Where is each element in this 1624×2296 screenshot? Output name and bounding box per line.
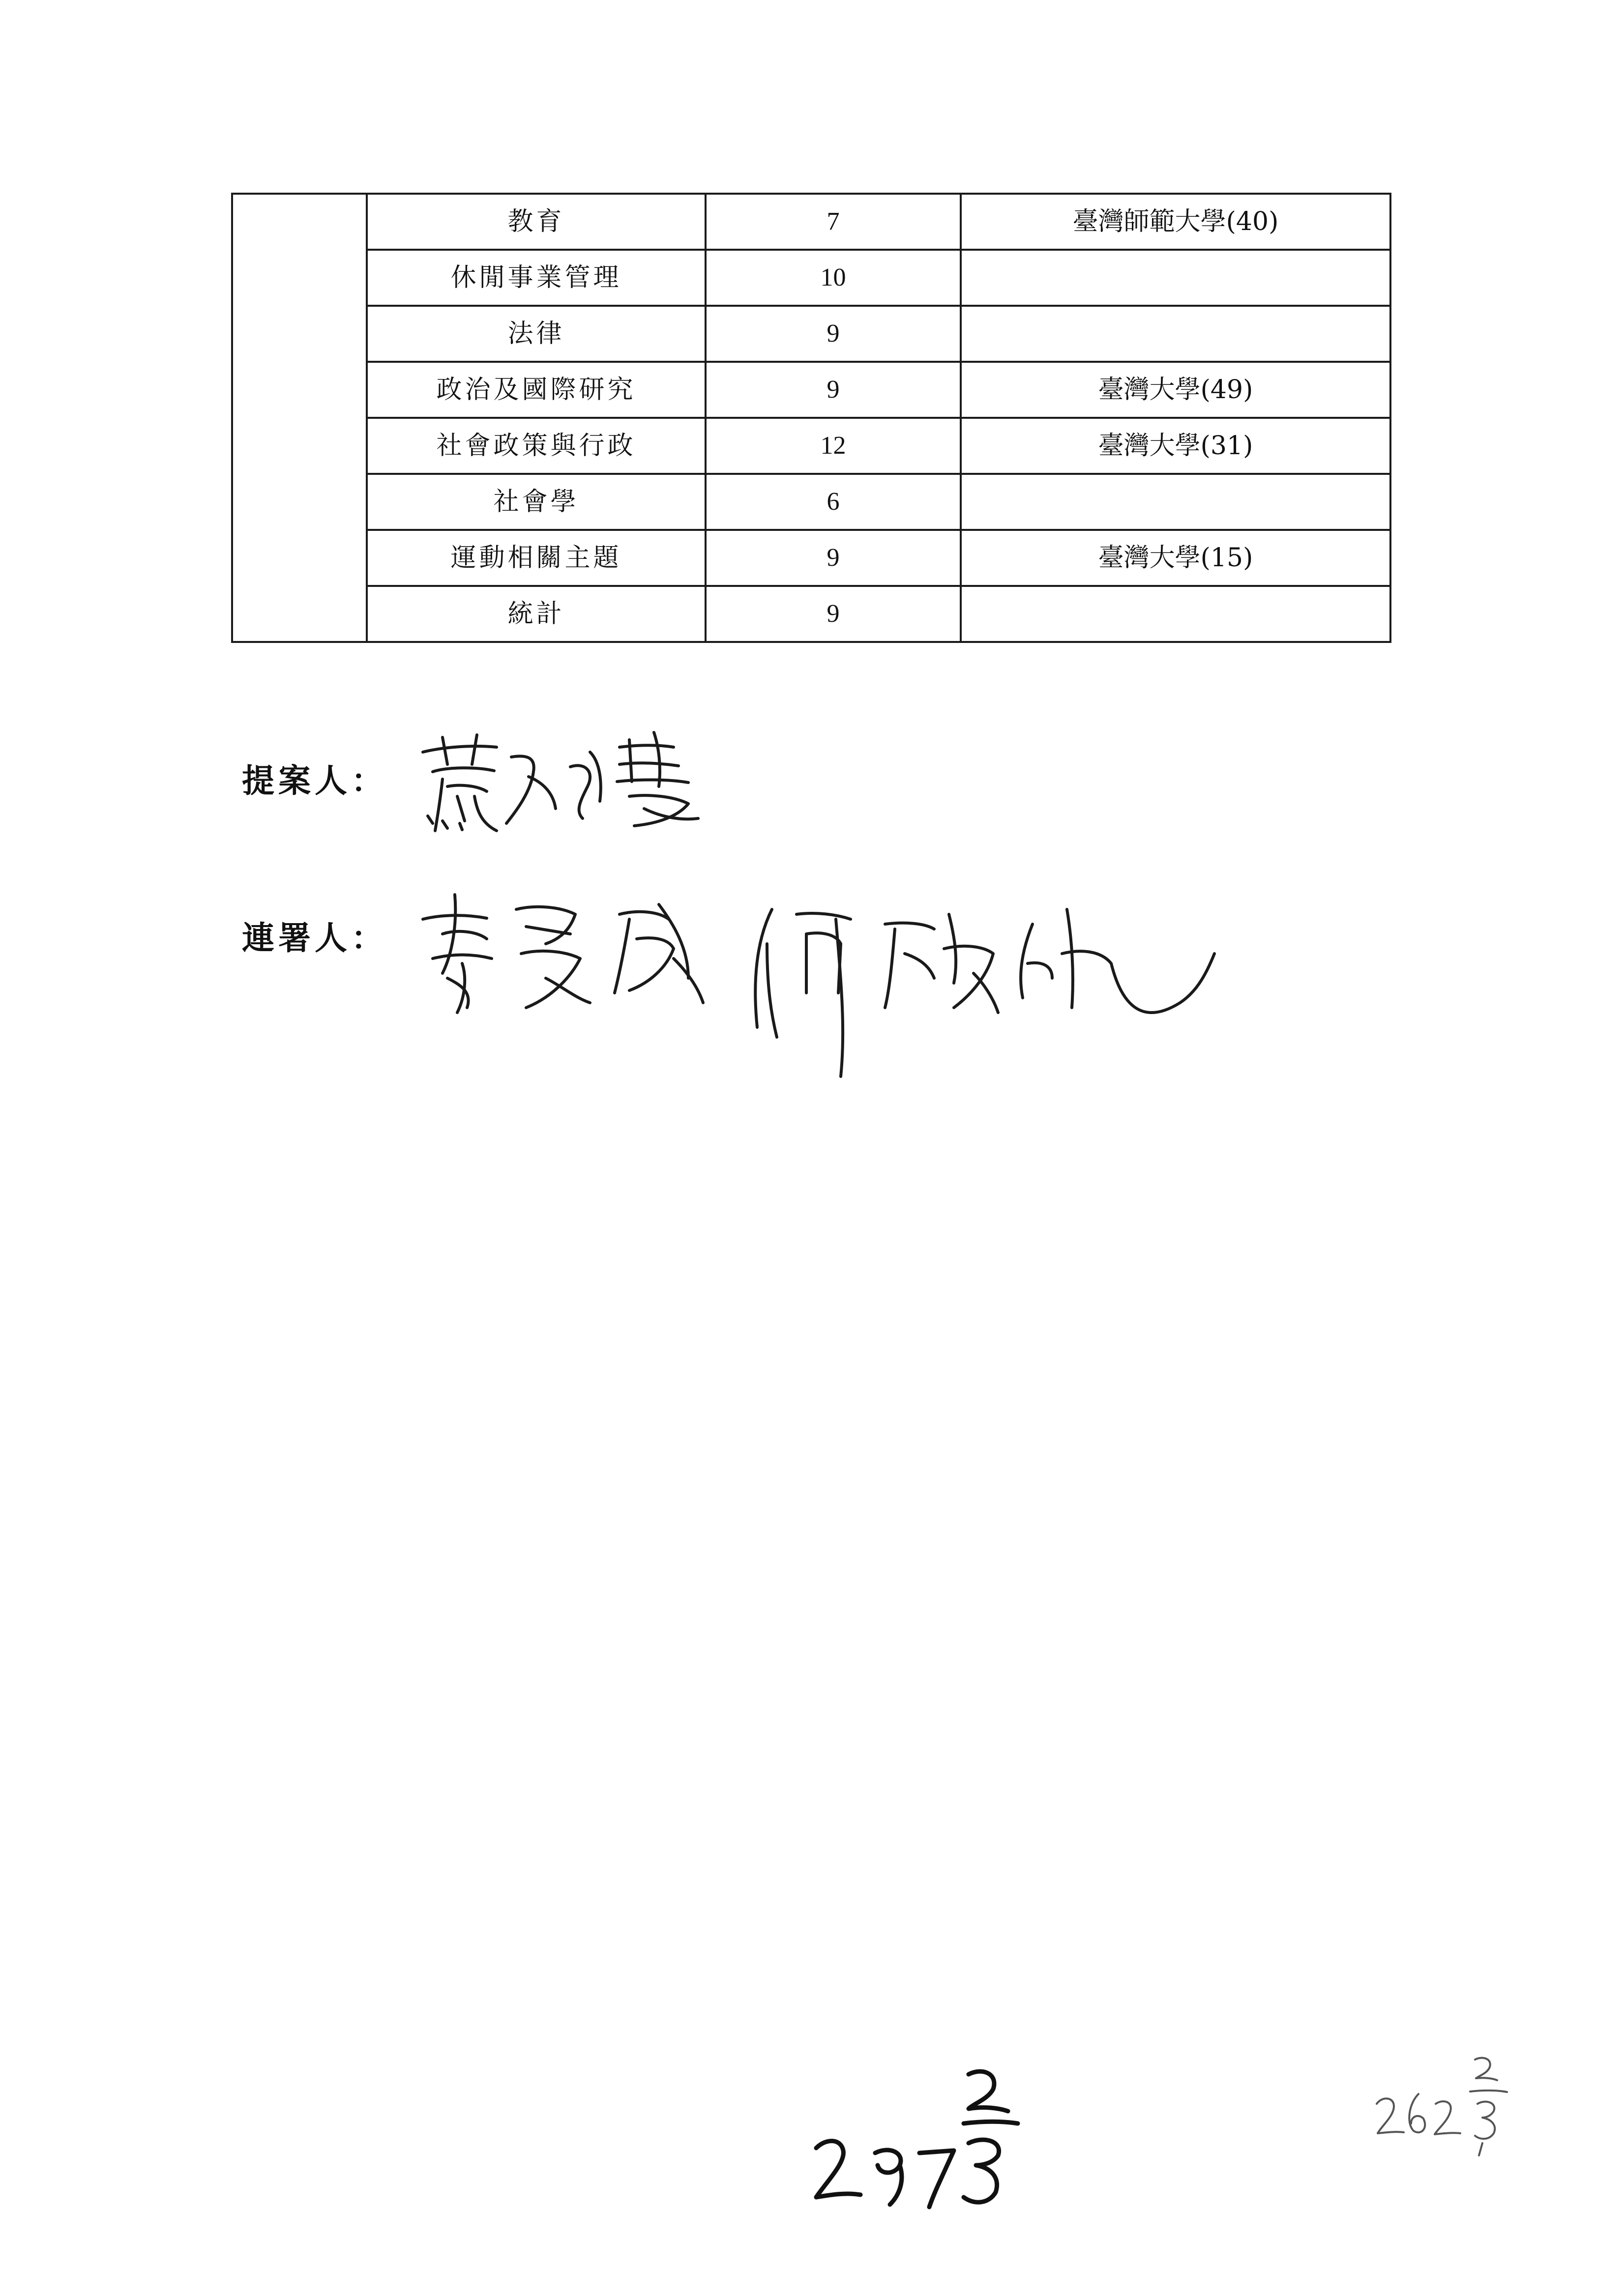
count-cell: 9 (706, 530, 961, 586)
subject-cell: 社會政策與行政 (367, 418, 706, 474)
table-row (232, 530, 1390, 586)
table-row (232, 306, 1390, 362)
table-row (232, 194, 1390, 250)
count-cell: 9 (706, 586, 961, 642)
note-cell: 臺灣大學(15) (961, 530, 1390, 586)
subject-cell: 社會學 (367, 474, 706, 530)
note-cell (961, 306, 1390, 362)
table-blank-cell (232, 194, 367, 642)
table-row (232, 586, 1390, 642)
count-cell: 12 (706, 418, 961, 474)
subject-cell: 運動相關主題 (367, 530, 706, 586)
note-cell: 臺灣大學(31) (961, 418, 1390, 474)
subject-cell: 統計 (367, 586, 706, 642)
table-row (232, 474, 1390, 530)
table-row (232, 362, 1390, 418)
proposer-label: 提案人： (242, 762, 387, 800)
note-cell: 臺灣師範大學(40) (961, 194, 1390, 250)
count-cell: 9 (706, 362, 961, 418)
note-cell (961, 586, 1390, 642)
cosigners-label: 連署人： (242, 919, 387, 957)
table-row (232, 418, 1390, 474)
count-cell: 9 (706, 306, 961, 362)
subject-cell: 休閒事業管理 (367, 250, 706, 306)
count-cell: 10 (706, 250, 961, 306)
handwritten-side-note (1372, 2050, 1519, 2163)
note-cell (961, 474, 1390, 530)
subject-table (231, 193, 1391, 643)
cosigner-signatures (413, 880, 1219, 1086)
count-cell: 6 (706, 474, 961, 530)
proposer-signature (413, 718, 747, 845)
count-cell: 7 (706, 194, 961, 250)
handwritten-page-number (806, 2055, 1062, 2212)
note-cell: 臺灣大學(49) (961, 362, 1390, 418)
subject-cell: 政治及國際研究 (367, 362, 706, 418)
note-cell (961, 250, 1390, 306)
subject-cell: 法律 (367, 306, 706, 362)
table-row (232, 250, 1390, 306)
subject-cell: 教育 (367, 194, 706, 250)
